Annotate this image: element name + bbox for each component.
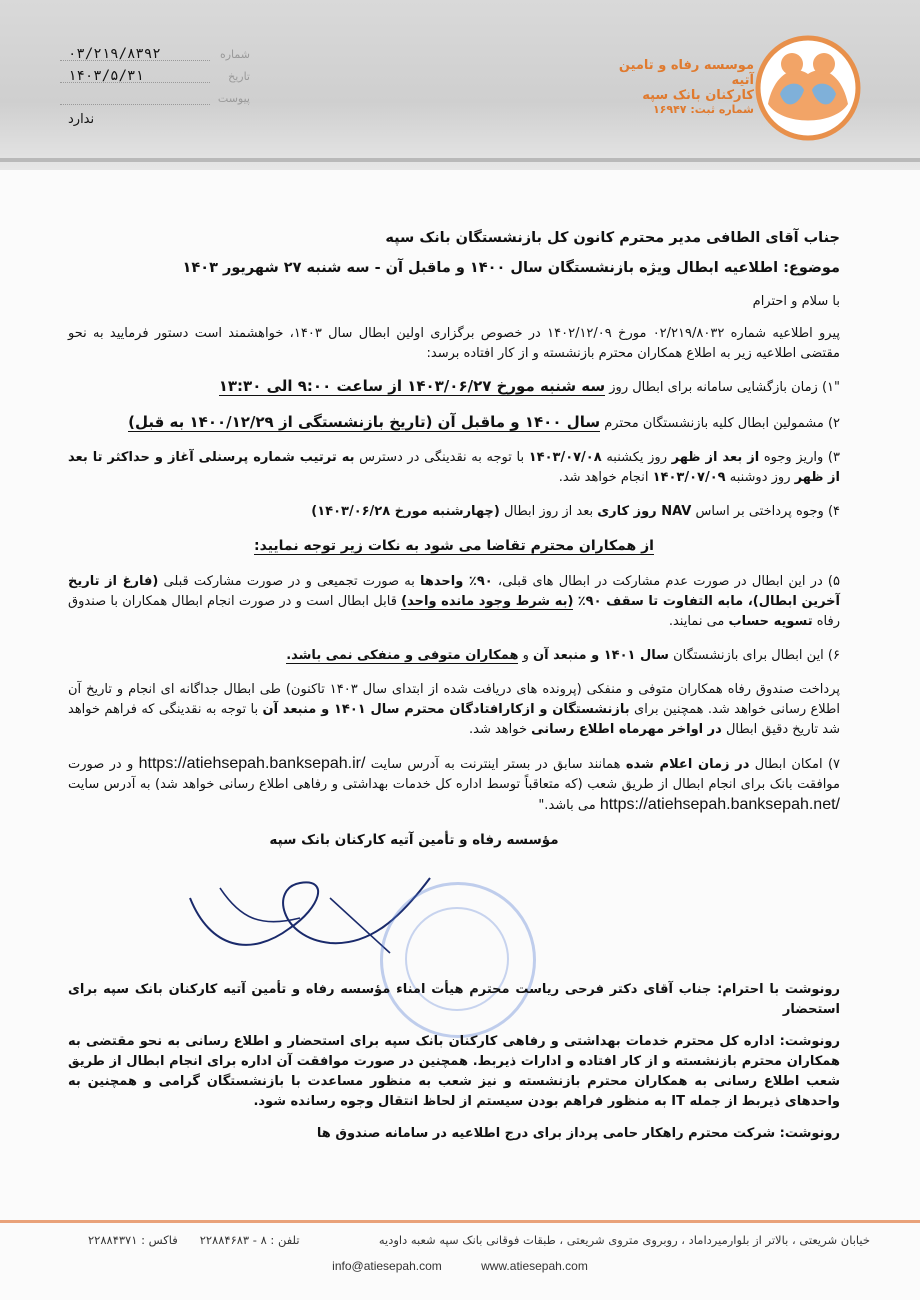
item-7-bold-b: در زمان اعلام شده <box>625 757 750 772</box>
item-7-text-c: همانند سابق در بستر اینترنت به آدرس سایت <box>365 757 626 772</box>
item-6-bold-b: سال ۱۴۰۱ و منبعد آن <box>533 648 669 663</box>
item-3-text-c: روز یکشنبه <box>601 450 672 465</box>
footer-contact <box>88 1233 300 1247</box>
item-5-text-i: می نمایند. <box>668 614 729 629</box>
item-3-date-d: ۱۴۰۳/۰۷/۰۸ <box>528 450 602 465</box>
cc-2-it: IT <box>671 1094 686 1109</box>
item-7-text-d: و در صورت موافقت بانک برای انجام ابطال از طریق شعب (که متعاقباً توسط اداره کل خدمات بهداشتی و رفاهی اطلاع رسانی خواهد شد) به آدرس سایت <box>68 757 840 792</box>
item-3-date-h: ۱۴۰۳/۰۷/۰۹ <box>652 470 726 485</box>
item-4-text-a: ۴) وجوه پرداختی بر اساس <box>691 504 840 519</box>
organization-name <box>614 58 754 116</box>
meta-attachment-row <box>60 88 250 110</box>
item-3-text-i: انجام خواهد شد. <box>558 470 653 485</box>
item-6-bold-d: همکاران متوفی و منفکی نمی باشد. <box>286 648 519 663</box>
item-3-bold-b: از بعد از ظهر <box>671 450 760 465</box>
date-label: تاریخ <box>228 70 250 83</box>
item-5-bold-d: (فارغ از تاریخ آخرین ابطال)، مابه التفاوت تا سقف ۹۰٪ <box>68 574 841 609</box>
item-3-text-a: ۳) واریز وجوه <box>759 450 840 465</box>
item-7-text-e: می باشد." <box>538 798 600 813</box>
para-bold-d: در اواخر مهرماه اطلاع رسانی <box>531 722 722 737</box>
meta-attachment-value-row <box>60 110 250 132</box>
footer-divider <box>0 1220 920 1223</box>
item-7 <box>68 754 840 816</box>
cc-2-text-a: رونوشت: اداره کل محترم خدمات بهداشتی و رفاهی کارکنان بانک سپه برای استحضار و اطلاع رسانی به نحو مقتضی به همکاران محترم بازنشسته و از کار افتاده و ادارات ذیربط. همچنین در صورت موافقت آن اداره برای انجام ابطال از طریق شعب اطلاع رسانی به همکاران محترم بازنشسته و نیز شعب به منظور مساعدت با بازنشستگان گرامی و همچنین به واحدهای ذیربط از جمله <box>68 1034 840 1109</box>
meta-date-row <box>60 66 250 88</box>
item-7-text-a: ۷) امکان ابطال <box>749 757 841 772</box>
footer-fax: فاکس : ۲۲۸۸۴۳۷۱ <box>88 1233 178 1247</box>
cc-1: رونوشت با احترام: جناب آقای دکتر فرحی ریاست محترم هیأت امناء مؤسسه رفاه و تأمین آتیه کارکنان بانک سپه برای استحضار <box>68 982 840 1017</box>
para-text-c: با توجه به نقدینگی که فراهم خواهد شد تاریخ دقیق ابطال <box>68 702 840 737</box>
item-5-bold-b: ۹۰٪ واحدها <box>420 574 493 589</box>
item-1-highlight: سه شنبه مورخ ۱۴۰۳/۰۶/۲۷ از ساعت ۹:۰۰ الی ۱۳:۳۰ <box>218 377 606 395</box>
copies-section <box>68 980 840 1156</box>
letter-body <box>68 228 840 850</box>
para-text-e: خواهد شد. <box>468 722 532 737</box>
org-name-line1: موسسه رفاه و تامین آتیه <box>618 58 754 88</box>
item-4 <box>68 502 840 522</box>
organization-logo-icon <box>754 34 862 142</box>
footer-address: خیابان شریعتی ، بالاتر از بلوارمیرداماد ، روبروی متروی شریعتی ، طبقات فوقانی بانک سپه شعبه داودیه <box>378 1233 870 1247</box>
item-1-text: "۱) زمان بازگشایی سامانه برای ابطال روز <box>605 380 840 395</box>
item-5-text-a: ۵) در این ابطال در صورت عدم مشارکت در ابطال های قبلی، <box>492 574 840 589</box>
attention-note <box>68 536 840 556</box>
subject: موضوع: اطلاعیه ابطال ویژه بازنشستگان سال ۱۴۰۰ و ماقبل آن - سه شنبه ۲۷ شهریور ۱۴۰۳ <box>182 260 840 276</box>
item-6-text-c: و <box>518 648 534 663</box>
item-4-text-c: بعد از روز ابطال <box>499 504 598 519</box>
attachment-label: پیوست <box>217 92 250 105</box>
number-value: ۰۳/۲۱۹/۸۳۹۲ <box>68 46 161 62</box>
letterhead-divider <box>0 158 920 162</box>
cc-2-text-b: به منظور فراهم بودن سیستم از لحاظ انتقال وجوه رسانده شود. <box>253 1094 672 1109</box>
item-2 <box>68 412 840 434</box>
item-3-text-g: روز دوشنبه <box>725 470 795 485</box>
cc-2 <box>68 1032 840 1112</box>
footer-web <box>50 1259 870 1273</box>
site-link-net[interactable]: https://atiehsepah.banksepah.net/ <box>599 796 840 813</box>
item-2-text: ۲) مشمولین ابطال کلیه بازنشستگان محترم <box>600 416 840 431</box>
item-5-settlement: تسویه حساب <box>728 614 813 629</box>
cc-3: رونوشت: شرکت محترم راهکار حامی پرداز برای درج اطلاعیه در سامانه صندوق ها <box>316 1126 840 1141</box>
date-value: ۱۴۰۳/۵/۳۱ <box>68 68 144 84</box>
item-5-text-g: قابل ابطال است و در صورت انجام ابطال همکاران با صندوق رفاه <box>68 594 840 629</box>
item-6 <box>68 646 840 666</box>
attachment-value: ندارد <box>68 112 95 127</box>
item-6-text-a: ۶) این ابطال برای بازنشستگان <box>668 648 840 663</box>
org-name-line2: کارکنان بانک سپه <box>642 88 754 103</box>
item-2-highlight: سال ۱۴۰۰ و ماقبل آن (تاریخ بازنشستگی از ۱۴۰۰/۱۲/۲۹ به قبل) <box>128 413 601 431</box>
para-bold-b: بازنشستگان و ازکارافتادگان محترم سال ۱۴۰۱ و منبعد آن <box>262 702 630 717</box>
deceased-paragraph <box>68 680 840 740</box>
meta-number-row <box>60 44 250 66</box>
para-text-a: پرداخت صندوق رفاه همکاران متوفی و منفکی (پرونده های دریافت شده از ابتدای سال ۱۴۰۳ تاکنون) طی ابطال جداگانه ای انجام و تاریخ آن اطلاع رسانی خواهد شد. همچنین برای <box>68 682 840 717</box>
site-link-ir[interactable]: https://atiehsepah.banksepah.ir/ <box>138 755 366 772</box>
signature-org: مؤسسه رفاه و تأمین آتیه کارکنان بانک سپه <box>269 832 559 848</box>
greeting: با سلام و احترام <box>752 294 840 309</box>
attention-note-text: از همکاران محترم تقاضا می شود به نکات زیر توجه نمایید: <box>254 538 654 554</box>
item-5-condition: (به شرط وجود مانده واحد) <box>401 594 574 609</box>
footer-website[interactable]: www.atiesepah.com <box>481 1259 588 1273</box>
number-label: شماره <box>219 48 250 61</box>
org-registration: شماره ثبت: ۱۶۹۴۷ <box>652 103 754 116</box>
intro-paragraph: پیرو اطلاعیه شماره ۰۲/۲۱۹/۸۰۳۲ مورخ ۱۴۰۲/۱۲/۰۹ در خصوص برگزاری اولین ابطال سال ۱۴۰۳، خواهشمند است دستور فرمایید به نحو مقتضی اطلاعیه زیر به اطلاع همکاران محترم بازنشسته و از کار افتاده برسد: <box>68 326 840 361</box>
item-1 <box>68 376 840 398</box>
footer-tel: تلفن : ۸ - ۲۲۸۸۴۶۸۳ <box>199 1233 300 1247</box>
item-4-date: (چهارشنبه مورخ ۱۴۰۳/۰۶/۲۸) <box>311 504 500 519</box>
item-3 <box>68 448 840 488</box>
item-5 <box>68 572 840 632</box>
item-3-text-e: با توجه به نقدینگی در دسترس <box>354 450 529 465</box>
item-5-text-c: به صورت تجمیعی و در صورت مشارکت قبلی <box>158 574 420 589</box>
item-3-bold-f: به ترتیب شماره پرسنلی آغاز و حداکثر تا بعد از ظهر <box>68 450 840 485</box>
recipient: جناب آقای الطافی مدیر محترم کانون کل بازنشستگان بانک سپه <box>385 230 840 246</box>
footer-email[interactable]: info@atiesepah.com <box>332 1259 442 1273</box>
letter-meta <box>60 44 250 132</box>
item-4-nav: NAV روز کاری <box>597 504 692 519</box>
